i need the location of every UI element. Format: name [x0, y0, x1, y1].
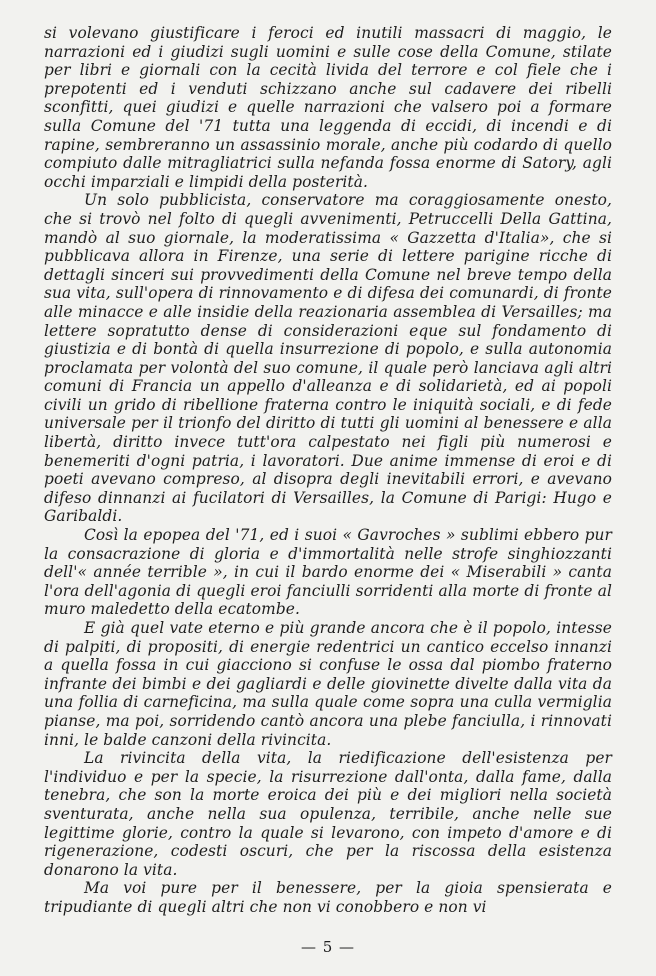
paragraph-epopea: Così la epopea del '71, ed i suoi « Gavroches » sublimi ebbero pur la consacrazione di gloria e d'immortalità nelle strofe singhiozzanti dell'« année terrible », in cui il bardo enorme dei « Miserabili » canta l'ora dell'agonia di quegli eroi fanciulli sorridenti alla morte di fronte al muro maledetto della ecatombe. [44, 526, 612, 619]
paragraph-rivincita: La rivincita della vita, la riedificazione dell'esistenza per l'individuo e per la specie, la risurrezione dall'onta, dalla fame, dalla tenebra, che son la morte eroica dei più e dei migliori nella società sventurata, anche nella sua opulenza, terribile, anche nelle sue legittime glorie, contro la quale si levarono, con impeto d'amore e di rigenerazione, codesti oscuri, che per la riscossa della esistenza donarono la vita. [44, 749, 612, 879]
paragraph-vate: E già quel vate eterno e più grande ancora che è il popolo, intesse di palpiti, di propositi, di energie redentrici un cantico eccelso innanzi a quella fossa in cui giacciono si confuse le ossa dal piombo fraterno infrante dei bimbi e dei gagliardi e delle giovinette divelte dalla vita da una follia di carneficina, ma sulla quale come sopra una culla vermiglia pianse, ma poi, sorridendo cantò ancora una plebe fanciulla, i rinnovati inni, le balde canzoni della rivincita. [44, 619, 612, 749]
paragraph-final: Ma voi pure per il benessere, per la gioia spensierata e tripudiante di quegli altri che non vi conobbero e non vi [44, 879, 612, 916]
paragraph-petruccelli: Un solo pubblicista, conservatore ma coraggiosamente onesto, che si trovò nel folto di quegli avvenimenti, Petruccelli Della Gattina, mandò al suo giornale, la moderatissima « Gazzetta d'Italia», che si pubblicava allora in Firenze, una serie di lettere parigine ricche di dettagli sinceri sui provvedimenti della Comune nel breve tempo della sua vita, sull'opera di rinnovamento e di difesa dei comunardi, di fronte alle minacce e alle insidie della reazionaria assemblea di Versailles; ma lettere sopratutto dense di considerazioni eque sul fondamento di giustizia e di bontà di quella insurrezione di popolo, e sulla autonomia proclamata per volontà del suo comune, il quale però lanciava agli altri comuni di Francia un appello d'alleanza e di solidarietà, ed ai popoli civili un grido di ribellione fraterna contro le iniquità sociali, e di fede universale per il trionfo del diritto di tutti gli uomini al benessere e alla libertà, diritto invece tutt'ora calpestato nei figli più numerosi e benemeriti d'ogni patria, i lavoratori. Due anime immense di eroi e di poeti avevano compreso, al disopra degli inevitabili errori, e avevano difeso dinnanzi ai fucilatori di Versailles, la Comune di Parigi: Hugo e Garibaldi. [44, 191, 612, 526]
body-text [44, 24, 612, 917]
page-number: — 5 — [300, 938, 356, 956]
paragraph-continuation: si volevano giustificare i feroci ed inutili massacri di maggio, le narrazioni ed i giudizi sugli uomini e sulle cose della Comune, stilate per libri e giornali con la cecità livida del terrore e col fiele che i prepotenti ed i venduti schizzano anche sul cadavere dei ribelli sconfitti, quei giudizi e quelle narrazioni che valsero poi a formare sulla Comune del '71 tutta una leggenda di eccidi, di incendi e di rapine, sembreranno un assassinio morale, anche più codardo di quello compiuto dalle mitragliatrici sulla nefanda fossa enorme di Satory, agli occhi imparziali e limpidi della posterità. [44, 24, 612, 191]
